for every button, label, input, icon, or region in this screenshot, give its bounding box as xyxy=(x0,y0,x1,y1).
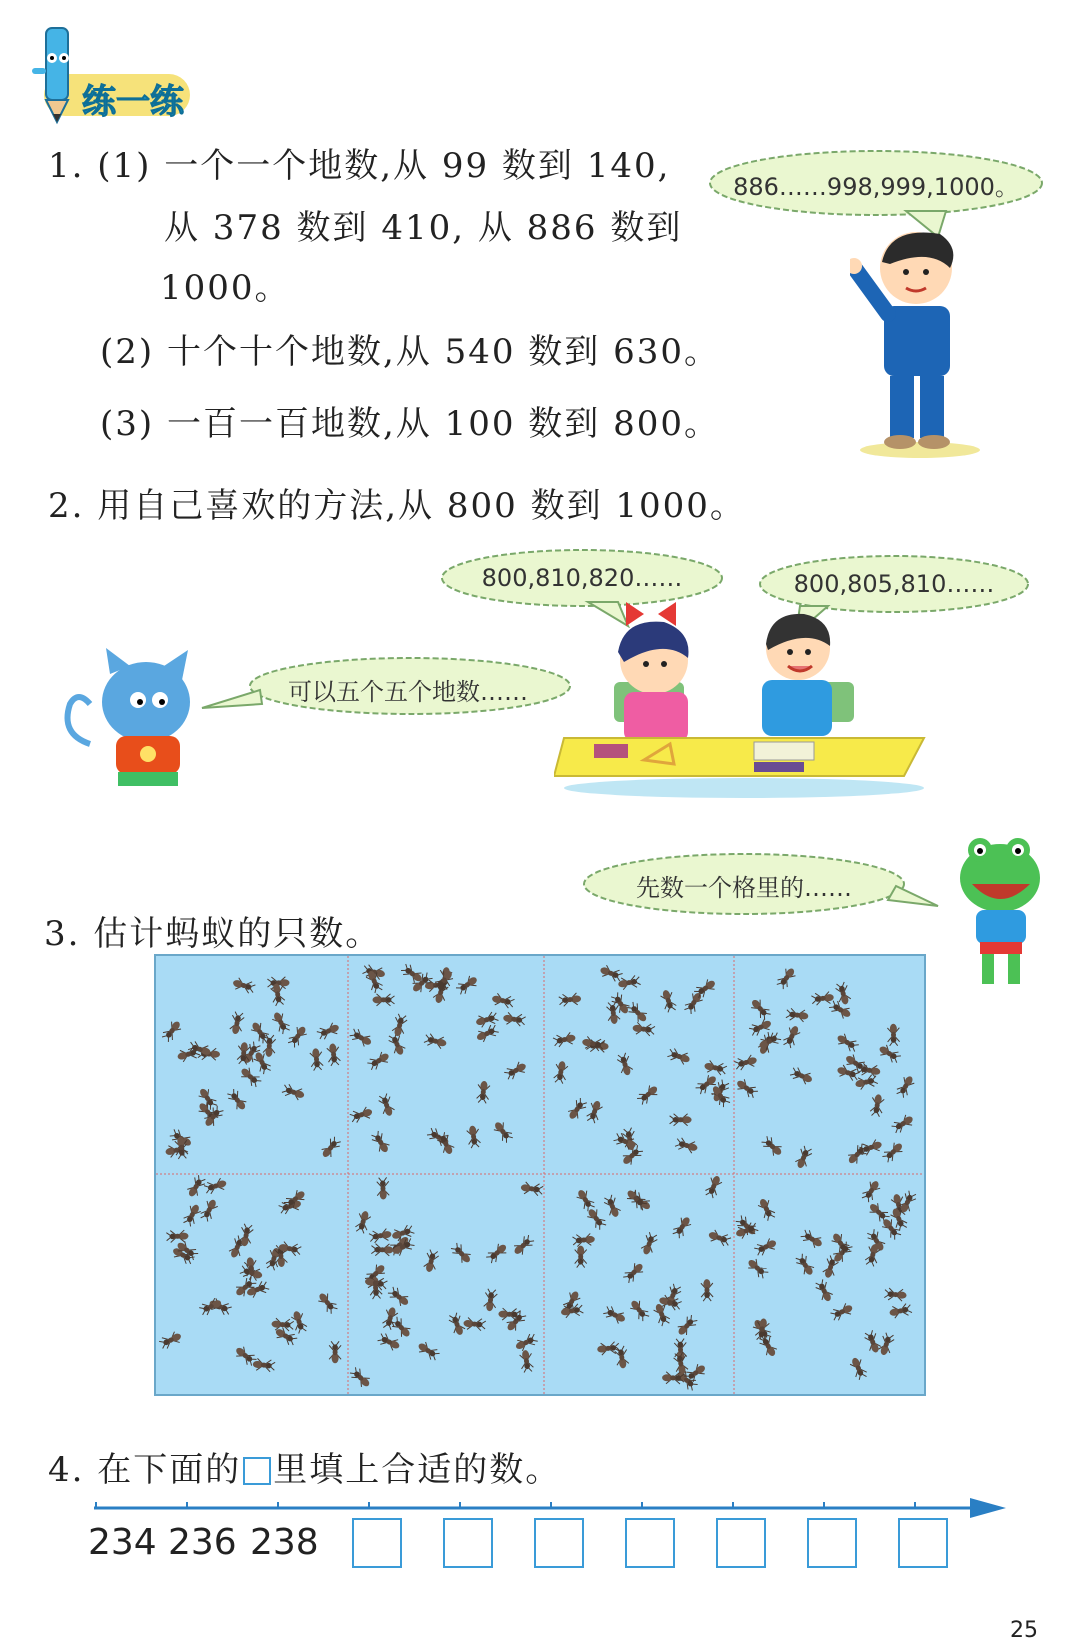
bubble-text-boy-q2: 800,805,810…… xyxy=(793,570,995,598)
ant-icon xyxy=(830,1302,855,1322)
ant-icon xyxy=(794,1253,816,1278)
ant-estimation-grid xyxy=(154,954,926,1396)
ant-icon xyxy=(786,1008,809,1023)
ant-icon xyxy=(811,991,834,1006)
ant-icon xyxy=(566,1097,589,1122)
ant-icon xyxy=(229,1011,245,1035)
ant-icon xyxy=(377,1332,402,1352)
ant-icon xyxy=(782,1024,802,1049)
ant-icon xyxy=(887,1024,899,1046)
ant-icon xyxy=(753,1237,778,1257)
given-number-2: 236 xyxy=(168,1522,237,1563)
ant-icon xyxy=(745,1256,769,1279)
ant-icon xyxy=(863,1330,882,1355)
ant-icon xyxy=(476,1080,490,1103)
bubble-text-girl: 800,810,820…… xyxy=(481,564,683,592)
q1-sub3: (3) 一百一百地数,从 100 数到 800。 xyxy=(100,404,720,444)
ant-icon xyxy=(485,1241,509,1264)
ant-icon xyxy=(756,1197,776,1222)
ant-icon xyxy=(483,1289,498,1312)
ant-icon xyxy=(670,1114,692,1126)
ant-icon xyxy=(828,999,853,1021)
ant-icon xyxy=(598,964,623,983)
ant-icon xyxy=(432,968,455,993)
ant-icon xyxy=(602,1305,627,1326)
ant-icon xyxy=(475,1023,500,1043)
header-badge xyxy=(14,70,194,120)
ant-icon xyxy=(701,1279,713,1301)
ant-icon xyxy=(659,988,677,1013)
ant-icon xyxy=(884,1288,907,1302)
q1-line1: 1. (1) 一个一个地数,从 99 数到 140, xyxy=(48,146,671,186)
ant-icon xyxy=(387,1285,412,1308)
ant-icon xyxy=(613,1132,638,1152)
ant-icon xyxy=(622,1260,646,1284)
ant-icon xyxy=(389,1315,413,1339)
ant-icon xyxy=(416,1340,441,1362)
ant-icon xyxy=(794,1145,814,1170)
ant-grid-svg xyxy=(156,956,924,1394)
ant-icon xyxy=(775,965,798,990)
answer-box[interactable] xyxy=(716,1518,766,1568)
ant-icon xyxy=(553,1031,577,1047)
ant-icon xyxy=(760,1135,784,1159)
ant-icon xyxy=(800,1228,825,1250)
ant-icon xyxy=(559,992,582,1006)
ant-icon xyxy=(316,1290,339,1315)
ant-icon xyxy=(329,1341,341,1363)
ant-icon xyxy=(888,1303,912,1319)
ant-icon xyxy=(835,1032,860,1054)
given-number-3: 238 xyxy=(250,1522,319,1563)
ant-icon xyxy=(370,1130,392,1155)
ant-icon xyxy=(845,1142,869,1166)
ant-icon xyxy=(734,1054,758,1071)
ant-icon xyxy=(628,1298,651,1323)
ant-icon xyxy=(349,1106,374,1124)
ant-icon xyxy=(703,1060,727,1076)
ant-icon xyxy=(199,1197,220,1222)
ant-icon xyxy=(226,1088,249,1113)
ant-icon xyxy=(319,1135,342,1160)
bubble-text-frog: 先数一个格里的…… xyxy=(636,874,852,902)
answer-box[interactable] xyxy=(807,1518,857,1568)
ant-icon xyxy=(455,974,480,996)
speech-bubble-boy-q1 xyxy=(706,145,1046,240)
ant-icon xyxy=(503,1060,528,1081)
ant-icon xyxy=(626,1001,650,1025)
ant-icon xyxy=(890,1113,915,1135)
ant-icon xyxy=(877,1043,902,1065)
speech-bubble-frog xyxy=(578,846,940,924)
ant-icon xyxy=(632,1022,655,1037)
ant-icon xyxy=(848,1356,868,1381)
green-frog-illustration xyxy=(950,834,1050,994)
ant-icon xyxy=(667,1047,692,1066)
ant-icon xyxy=(603,1194,623,1219)
speech-bubble-cat xyxy=(198,650,578,730)
ant-icon xyxy=(466,1125,481,1148)
ant-icon xyxy=(870,1093,885,1117)
ant-icon xyxy=(203,1177,228,1195)
ant-icon xyxy=(286,1024,309,1049)
ant-icon xyxy=(463,1317,486,1331)
given-number-1: 234 xyxy=(88,1522,157,1563)
ant-icon xyxy=(369,1228,393,1244)
ant-icon xyxy=(636,1083,661,1106)
answer-box[interactable] xyxy=(898,1518,948,1568)
q4-text-before: 4. 在下面的 xyxy=(48,1450,242,1490)
ant-icon xyxy=(572,1233,595,1247)
ant-icon xyxy=(502,1012,525,1027)
ant-icon xyxy=(674,1137,698,1155)
ant-icon xyxy=(860,1178,882,1203)
ant-icon xyxy=(423,1033,447,1050)
answer-box[interactable] xyxy=(625,1518,675,1568)
ant-icon xyxy=(166,1230,188,1243)
ant-icon xyxy=(748,997,772,1021)
ant-icon xyxy=(652,1302,671,1327)
ant-icon xyxy=(158,1330,183,1350)
ant-icon xyxy=(734,1077,759,1099)
page-number: 25 xyxy=(1010,1618,1038,1643)
q1-sub2: (2) 十个十个地数,从 540 数到 630。 xyxy=(100,332,720,372)
ant-icon xyxy=(707,1228,732,1247)
ant-icon xyxy=(160,1018,183,1043)
ant-icon xyxy=(748,1017,773,1037)
ant-icon xyxy=(182,1202,203,1227)
ant-icon xyxy=(814,1278,835,1303)
q4-text-after: 里填上合适的数。 xyxy=(273,1450,562,1490)
ant-icon xyxy=(895,1074,916,1099)
ant-icon xyxy=(252,1358,275,1372)
answer-box[interactable] xyxy=(534,1518,584,1568)
ant-icon xyxy=(640,1231,659,1256)
ant-icon xyxy=(373,994,395,1006)
ant-icon xyxy=(231,977,256,995)
ant-icon xyxy=(597,1341,620,1355)
ant-icon xyxy=(704,1174,724,1199)
ant-icon xyxy=(835,981,852,1005)
ant-icon xyxy=(326,1043,341,1066)
ant-icon xyxy=(281,1083,306,1102)
q4-text xyxy=(48,1442,561,1491)
ant-icon xyxy=(185,1174,207,1199)
page-title: 练一练 xyxy=(82,82,184,122)
ant-icon xyxy=(271,1318,294,1332)
ant-icon xyxy=(789,1066,814,1086)
ant-icon xyxy=(366,1050,391,1072)
ant-icon xyxy=(511,1234,535,1258)
ant-icon xyxy=(270,1010,291,1035)
ant-icon xyxy=(391,1013,408,1037)
q2-text: 2. 用自己喜欢的方法,从 800 数到 1000。 xyxy=(48,486,746,526)
ant-icon xyxy=(377,1177,390,1199)
ant-icon xyxy=(675,1314,699,1338)
ant-icon xyxy=(616,1052,634,1077)
ant-icon xyxy=(520,1181,543,1196)
ant-icon xyxy=(349,1366,373,1390)
ant-icon xyxy=(574,1187,596,1212)
ant-icon xyxy=(354,1210,372,1234)
bubble-text-cat: 可以五个五个地数…… xyxy=(288,678,528,706)
boy-pointing-illustration xyxy=(850,228,990,458)
ant-icon xyxy=(450,1242,474,1266)
ant-icon xyxy=(238,1065,262,1088)
arrow-right-icon xyxy=(970,1498,1006,1518)
ant-icon xyxy=(316,1021,341,1041)
bubble-text-boy-q1: 886……998,999,1000。 xyxy=(733,173,1019,201)
ant-icon xyxy=(671,1214,693,1239)
q1-line3: 1000。 xyxy=(160,268,291,308)
ant-icon xyxy=(309,1048,323,1071)
q4-inline-box-icon xyxy=(243,1457,271,1485)
blue-cat-illustration xyxy=(60,644,210,794)
ant-icon xyxy=(553,1060,569,1084)
ant-icon xyxy=(877,1332,895,1357)
ant-icon xyxy=(447,1312,466,1337)
ant-icon xyxy=(881,1140,905,1164)
children-at-desk-illustration xyxy=(554,598,934,798)
answer-box[interactable] xyxy=(443,1518,493,1568)
ant-icon xyxy=(617,975,641,991)
ant-icon xyxy=(514,1332,539,1352)
q1-line2: 从 378 数到 410, 从 886 数到 xyxy=(164,208,683,248)
ant-icon xyxy=(575,1246,587,1268)
ant-icon xyxy=(349,1027,374,1048)
ant-icon xyxy=(585,1099,604,1124)
pencil-mascot-icon xyxy=(28,18,84,128)
ant-icon xyxy=(423,1249,440,1273)
ant-icon xyxy=(519,1349,534,1372)
answer-box[interactable] xyxy=(352,1518,402,1568)
ant-icon xyxy=(491,1119,514,1144)
ant-icon xyxy=(491,992,515,1009)
ant-icon xyxy=(371,1244,393,1256)
ant-icon xyxy=(377,1093,396,1118)
q3-text: 3. 估计蚂蚁的只数。 xyxy=(44,914,382,954)
